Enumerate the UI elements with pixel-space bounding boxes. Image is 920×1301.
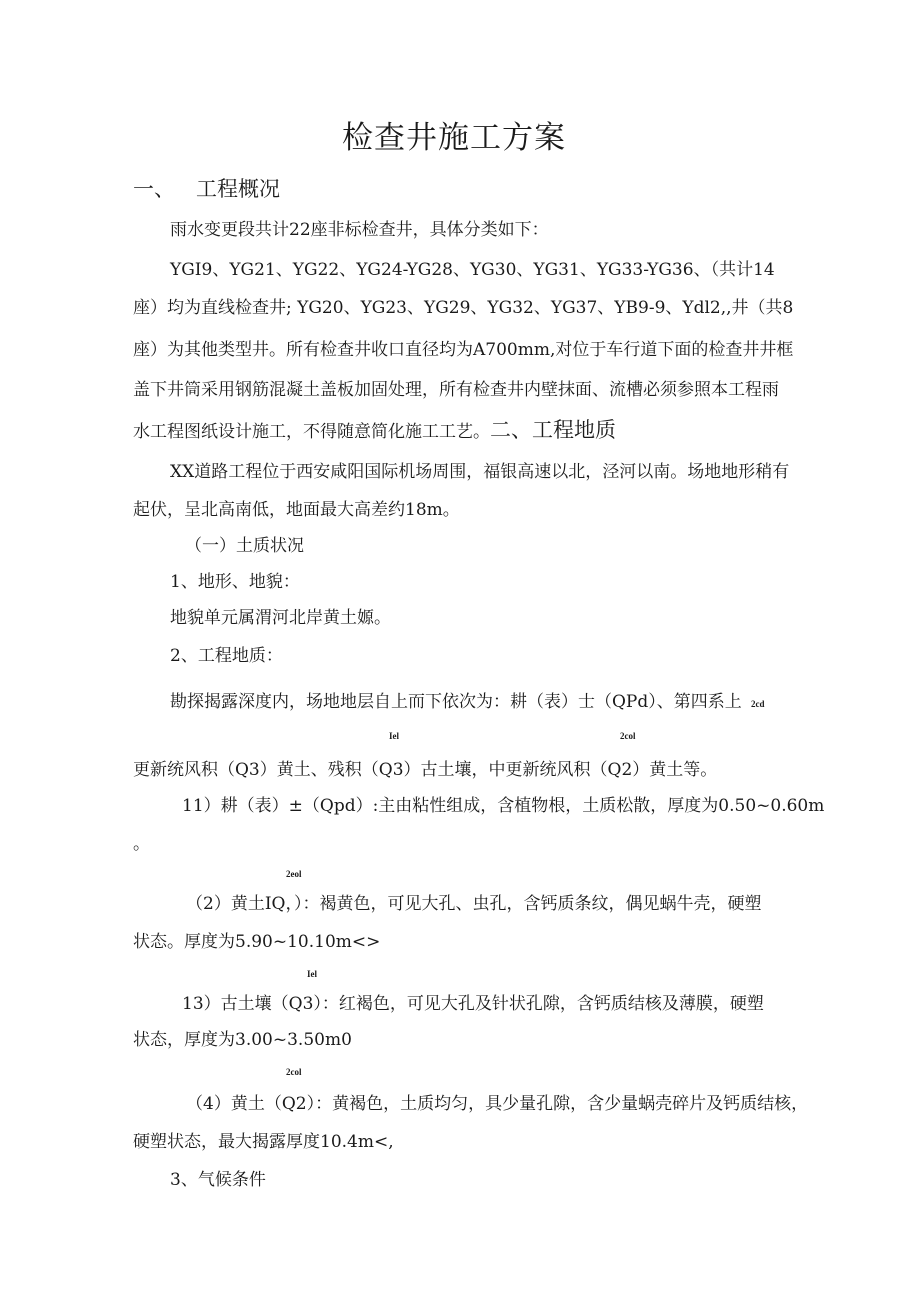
subscript-2eol: 2eol	[286, 869, 302, 879]
subscript-iel-1: Iel	[389, 731, 399, 741]
item-2-heading: 2、工程地质：	[170, 646, 283, 666]
subscript-2col-2: 2col	[286, 1067, 302, 1077]
section-2-heading: 二、工程地质	[490, 418, 616, 442]
paragraph-1: 雨水变更段共计22座非标检查井，具体分类如下：	[170, 220, 549, 240]
layer-1-line-1: 11）耕（表）±（Qpd）:主由粘性组成，含植物根，土质松散，厚度为0.50~0.60m	[182, 796, 825, 816]
item-1-heading: 1、地形、地貌：	[170, 572, 300, 592]
item-1-text: 地貌单元属渭河北岸黄土嫄。	[170, 608, 391, 628]
paragraph-2-line-3: 座）为其他类型井。所有检查井收口直径均为A700mm,对位于车行道下面的检查井井框	[133, 340, 794, 360]
page-title: 检查井施工方案	[342, 120, 566, 156]
layer-1-line-2: 。	[133, 834, 150, 854]
layer-4-line-1: （4）黄土（Q2）：黄褐色，土质均匀，具少量孔隙，含少量蜗壳碎片及钙质结核，	[186, 1094, 809, 1114]
section-1-heading: 工程概况	[196, 177, 280, 201]
paragraph-4-line-2: 更新统风积（Q3）黄土、残积（Q3）古土壤，中更新统风积（Q2）黄土等。	[133, 760, 718, 780]
layer-3-line-1: 13）古土壤（Q3）：红褐色，可见大孔及针状孔隙，含钙质结核及薄膜，硬塑	[182, 994, 764, 1014]
paragraph-4-line-1: 勘探揭露深度内，场地地层自上而下依次为：耕（表）士（QPd）、第四系上	[170, 692, 742, 712]
paragraph-2-line-5	[133, 420, 616, 442]
subscript-iel-2: Iel	[307, 969, 317, 979]
layer-2-line-1: （2）黄土IQ，）：褐黄色，可见大孔、虫孔，含钙质条纹，偶见蜗牛壳，硬塑	[186, 894, 762, 914]
subsection-soil: （一）土质状况	[185, 536, 304, 556]
section-1-number: 一、	[133, 177, 175, 201]
paragraph-2-line-4: 盖下井筒采用钢筋混凝土盖板加固处理，所有检查井内壁抹面、流槽必须参照本工程雨	[133, 380, 779, 400]
layer-2-line-2: 状态。厚度为5.90~10.10m<>	[133, 932, 381, 952]
paragraph-2-line-5-text: 水工程图纸设计施工，不得随意简化施工工艺。	[133, 422, 490, 442]
item-3-heading: 3、气候条件	[170, 1170, 266, 1190]
layer-3-line-2: 状态，厚度为3.00~3.50m0	[133, 1030, 352, 1050]
layer-4-line-2: 硬塑状态，最大揭露厚度10.4m<,	[133, 1132, 394, 1152]
subscript-2col-1: 2col	[620, 731, 636, 741]
paragraph-2-line-2: 座）均为直线检查井; YG20、YG23、YG29、YG32、YG37、YB9-9、Ydl2,,井（共8	[133, 298, 794, 318]
paragraph-3-line-2: 起伏，呈北高南低，地面最大高差约18m。	[133, 500, 460, 520]
paragraph-2-line-1: YGI9、YG21、YG22、YG24-YG28、YG30、YG31、YG33-YG36、（共计14	[170, 260, 775, 280]
paragraph-3-line-1: XX道路工程位于西安咸阳国际机场周围，福银高速以北，泾河以南。场地地形稍有	[170, 462, 790, 482]
subscript-2cd: 2cd	[751, 699, 765, 709]
